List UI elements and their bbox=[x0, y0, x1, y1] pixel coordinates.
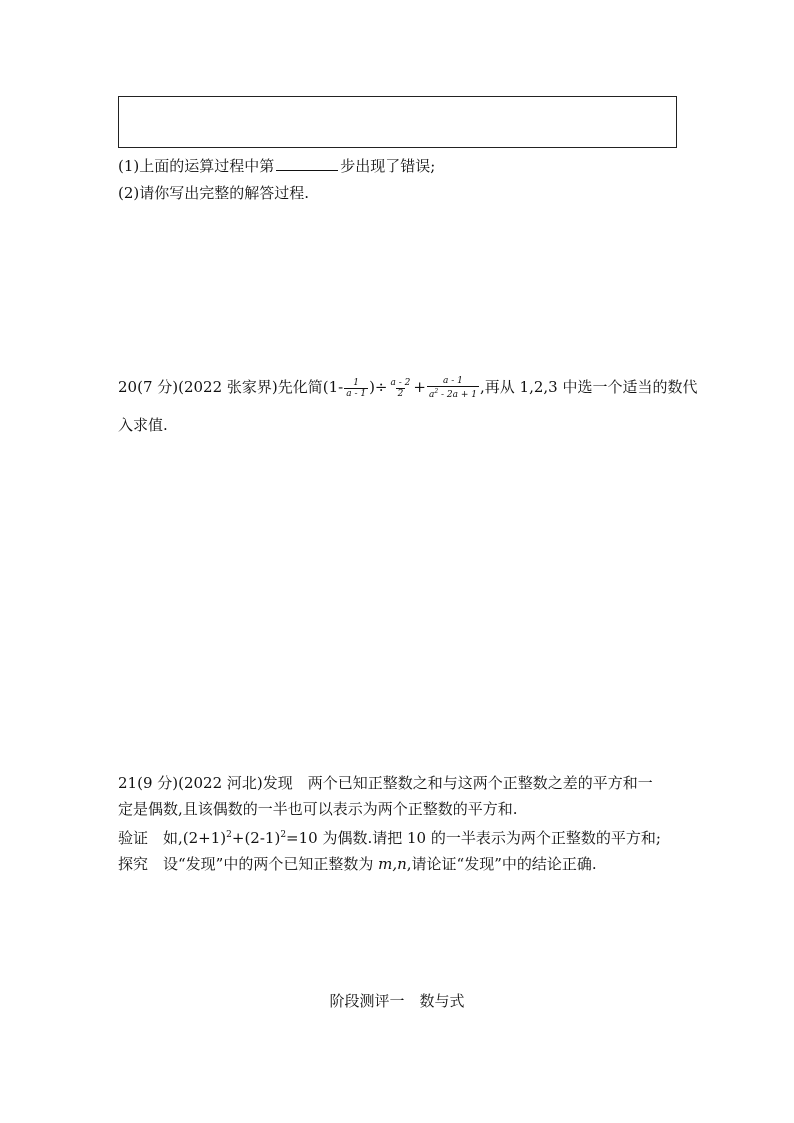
q21-line1: 21(9 分)(2022 河北)发现 两个已知正整数之和与这两个正整数之差的平方和一 bbox=[118, 774, 653, 792]
q19-part1 bbox=[118, 156, 435, 176]
q21-exponent-2: 2 bbox=[280, 830, 287, 840]
q20-divide: )÷ bbox=[369, 378, 388, 396]
page-footer-title: 阶段测评一 数与式 bbox=[329, 992, 465, 1010]
question-21 bbox=[118, 770, 661, 877]
q21-exponent-1: 2 bbox=[226, 830, 232, 840]
q21-verify-b: +(2-1) bbox=[231, 829, 281, 847]
fill-blank bbox=[276, 156, 338, 171]
q20-plus: + bbox=[413, 378, 426, 396]
fraction-3-numerator: a - 1 bbox=[443, 376, 463, 386]
q19-part2 bbox=[118, 183, 309, 203]
fraction-1 bbox=[344, 378, 368, 399]
question-20 bbox=[118, 372, 697, 440]
q20-suffix: ,再从 1,2,3 中选一个适当的数代 bbox=[479, 378, 698, 396]
fraction-3-den-var: a bbox=[428, 390, 435, 400]
fraction-3 bbox=[427, 376, 479, 400]
answer-box bbox=[118, 96, 677, 148]
fraction-2 bbox=[389, 378, 413, 399]
q21-explore-b: ,请论证“发现”中的结论正确. bbox=[406, 855, 597, 873]
fraction-2-denominator: 2 bbox=[397, 388, 404, 399]
q21-line3 bbox=[118, 822, 661, 851]
q21-variables: m,n bbox=[378, 855, 407, 873]
fraction-3-denominator bbox=[427, 386, 479, 400]
q21-explore-a: 探究 设“发现”中的两个已知正整数为 bbox=[118, 855, 379, 873]
fraction-3-den-exponent: 2 bbox=[434, 388, 439, 395]
q21-verify-c: =10 为偶数.请把 10 的一半表示为两个正整数的平方和; bbox=[286, 829, 661, 847]
fraction-3-den-rest: - 2a + 1 bbox=[438, 390, 477, 400]
fraction-1-denominator: a - 1 bbox=[346, 388, 367, 399]
fraction-2-numerator: a - 2 bbox=[390, 377, 411, 388]
q20-line1 bbox=[118, 372, 697, 402]
q19-part1-text: (1)上面的运算过程中第 bbox=[118, 157, 275, 175]
q20-line2: 入求值. bbox=[118, 416, 168, 434]
q21-line4 bbox=[118, 851, 661, 877]
q21-verify-a: 验证 如,(2+1) bbox=[118, 829, 227, 847]
q19-part1-tail: 步出现了错误; bbox=[340, 157, 436, 175]
q20-prefix: 20(7 分)(2022 张家界)先化简(1- bbox=[118, 378, 344, 396]
q19-part2-text: (2)请你写出完整的解答过程. bbox=[118, 184, 310, 202]
fraction-1-numerator: 1 bbox=[353, 377, 360, 388]
q21-line2: 定是偶数,且该偶数的一半也可以表示为两个正整数的平方和. bbox=[118, 800, 518, 818]
